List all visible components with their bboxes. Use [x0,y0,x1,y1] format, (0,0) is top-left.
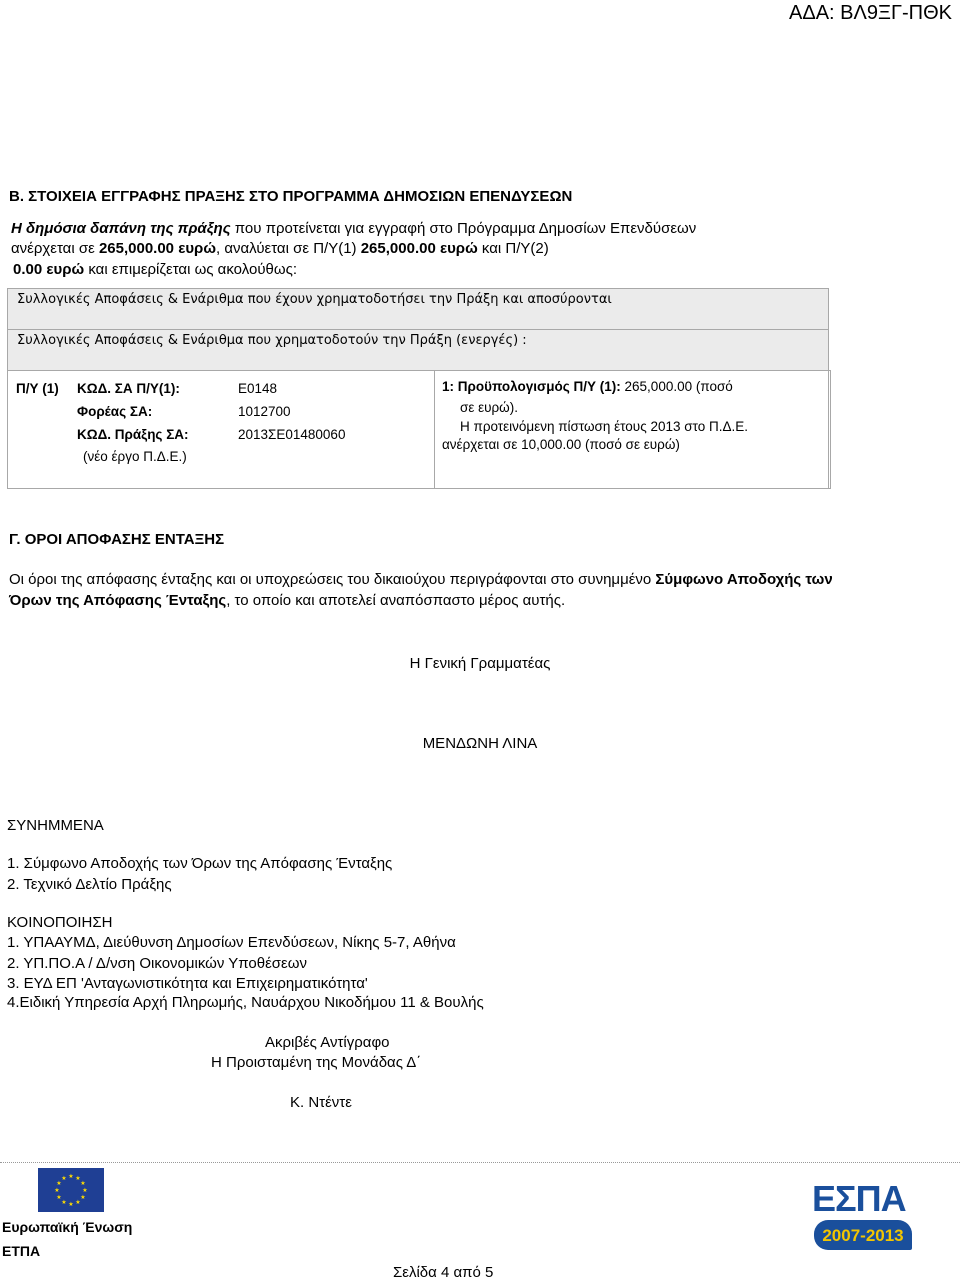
svg-text:★: ★ [80,1180,86,1187]
budget-value: 265,000.00 (ποσό [620,379,733,394]
svg-text:★: ★ [75,1199,81,1206]
section-g-line2 [9,592,565,609]
attachments-title: ΣΥΝΗΜΜΕΝΑ [7,817,104,834]
line1-rest: που προτείνεται για εγγραφή στο Πρόγραμμα Δημοσίων Επενδύσεων [230,220,697,237]
line2-e: και Π/Υ(2) [477,240,549,257]
signatory-name: ΜΕΝΔΩΝΗ ΛΙΝΑ [422,735,538,752]
true-copy-unit-head: Η Προισταμένη της Μονάδας Δ΄ [211,1054,422,1071]
svg-text:★: ★ [56,1180,62,1187]
svg-text:★: ★ [54,1187,60,1194]
active-decisions-row [7,329,829,371]
kod-sa-value: Ε0148 [238,381,278,396]
svg-text:★: ★ [82,1187,88,1194]
py1-label: Π/Υ (1) [16,381,59,396]
foreas-value: 1012700 [238,404,291,419]
espa-years: 2007-2013 [822,1226,904,1245]
espa-logo [812,1178,916,1258]
section-g-line1 [9,571,833,588]
true-copy-name: Κ. Ντέντε [290,1094,352,1111]
svg-text:★: ★ [80,1194,86,1201]
budget-line [442,379,733,394]
svg-text:★: ★ [56,1194,62,1201]
eu-flag-logo [38,1168,104,1212]
true-copy-label: Ακριβές Αντίγραφο [265,1034,390,1051]
foreas-label: Φορέας ΣΑ: [77,404,153,419]
budget-unit: σε ευρώ). [460,400,518,415]
etpa-label: ΕΤΠΑ [2,1243,41,1259]
svg-text:★: ★ [68,1173,74,1180]
svg-text:★: ★ [61,1175,67,1182]
notification-title: ΚΟΙΝΟΠΟΙΗΣΗ [7,914,113,931]
kod-sa-label: ΚΩΔ. ΣΑ Π/Υ(1): [77,381,180,396]
new-project-note: (νέο έργο Π.Δ.Ε.) [83,449,187,464]
footer-divider [0,1162,960,1163]
page-number: Σελίδα 4 από 5 [393,1264,494,1281]
signatory-role: Η Γενική Γραμματέας [409,655,551,672]
credit-line: Η προτεινόμενη πίστωση έτους 2013 στο Π.Δ.Ε. [460,419,748,434]
notification-item: 3. ΕΥΔ ΕΠ 'Ανταγωνιστικότητα και Επιχειρηματικότητα' [7,975,368,992]
withdrawn-decisions-row [7,288,829,330]
espa-years-badge [814,1220,912,1250]
withdrawn-decisions-header: Συλλογικές Αποφάσεις & Ενάριθμα που έχουν χρηματοδοτήσει την Πράξη και αποσύρονται [17,292,612,307]
section-g-title: Γ. ΟΡΟΙ ΑΠΟΦΑΣΗΣ ΕΝΤΑΞΗΣ [9,531,225,548]
svg-text:★: ★ [75,1175,81,1182]
public-expenditure-label: Η δημόσια δαπάνη της πράξης [11,220,231,237]
py1-amount: 265,000.00 ευρώ [360,240,478,257]
credit-amount: ανέρχεται σε 10,000.00 (ποσό σε ευρώ) [442,437,680,452]
notification-item: 2. ΥΠ.ΠΟ.Α / Δ/νση Οικονομικών Υποθέσεων [7,955,307,972]
ada-code: ΑΔΑ: ΒΛ9ΞΓ-ΠΘΚ [789,2,952,24]
attachment-item: 2. Τεχνικό Δελτίο Πράξης [7,876,172,893]
section-b-line2 [11,240,549,257]
line3-b: και επιμερίζεται ως ακολούθως: [84,261,297,278]
section-b-line3 [13,261,297,278]
eu-label: Ευρωπαϊκή Ένωση [2,1219,133,1235]
total-amount: 265,000.00 ευρώ [98,240,216,257]
line2-c: , αναλύεται σε Π/Υ(1) [216,240,361,257]
svg-text:★: ★ [68,1201,74,1208]
py2-amount: 0.00 ευρώ [13,261,85,278]
attachment-item: 1. Σύμφωνο Αποδοχής των Όρων της Απόφασης Ένταξης [7,855,393,872]
section-b-line1 [11,220,696,237]
acceptance-agreement-link: Σύμφωνο Αποδοχής των [655,571,833,588]
section-b-title: Β. ΣΤΟΙΧΕΙΑ ΕΓΓΡΑΦΗΣ ΠΡΑΞΗΣ ΣΤΟ ΠΡΟΓΡΑΜΜΑ ΔΗΜΟΣΙΩΝ ΕΠΕΝΔΥΣΕΩΝ [9,188,573,205]
line2-a: ανέρχεται σε [11,240,99,257]
kod-praxis-label: ΚΩΔ. Πράξης ΣΑ: [77,427,189,442]
terms-text: Οι όροι της απόφασης ένταξης και οι υποχρεώσεις του δικαιούχου περιγράφονται στο συνημμένο [9,571,656,588]
notification-item: 1. ΥΠΑΑΥΜΔ, Διεύθυνση Δημοσίων Επενδύσεων, Νίκης 5-7, Αθήνα [7,934,456,951]
active-decisions-header: Συλλογικές Αποφάσεις & Ενάριθμα που χρηματοδοτούν την Πράξη (ενεργές) : [17,333,527,348]
svg-text:★: ★ [61,1199,67,1206]
espa-logo-text: ΕΣΠΑ [812,1178,906,1219]
kod-praxis-value: 2013ΣΕ01480060 [238,427,346,442]
terms-text-end: , το οποίο και αποτελεί αναπόσπαστο μέρος αυτής. [226,592,566,609]
notification-item: 4.Ειδική Υπηρεσία Αρχή Πληρωμής, Ναυάρχου Νικοδήμου 11 & Βουλής [7,994,484,1011]
budget-label: 1: Προϋπολογισμός Π/Υ (1): [442,379,621,394]
eu-stars-icon [38,1168,104,1212]
inclusion-decision-terms: Όρων της Απόφασης Ένταξης [9,592,227,609]
